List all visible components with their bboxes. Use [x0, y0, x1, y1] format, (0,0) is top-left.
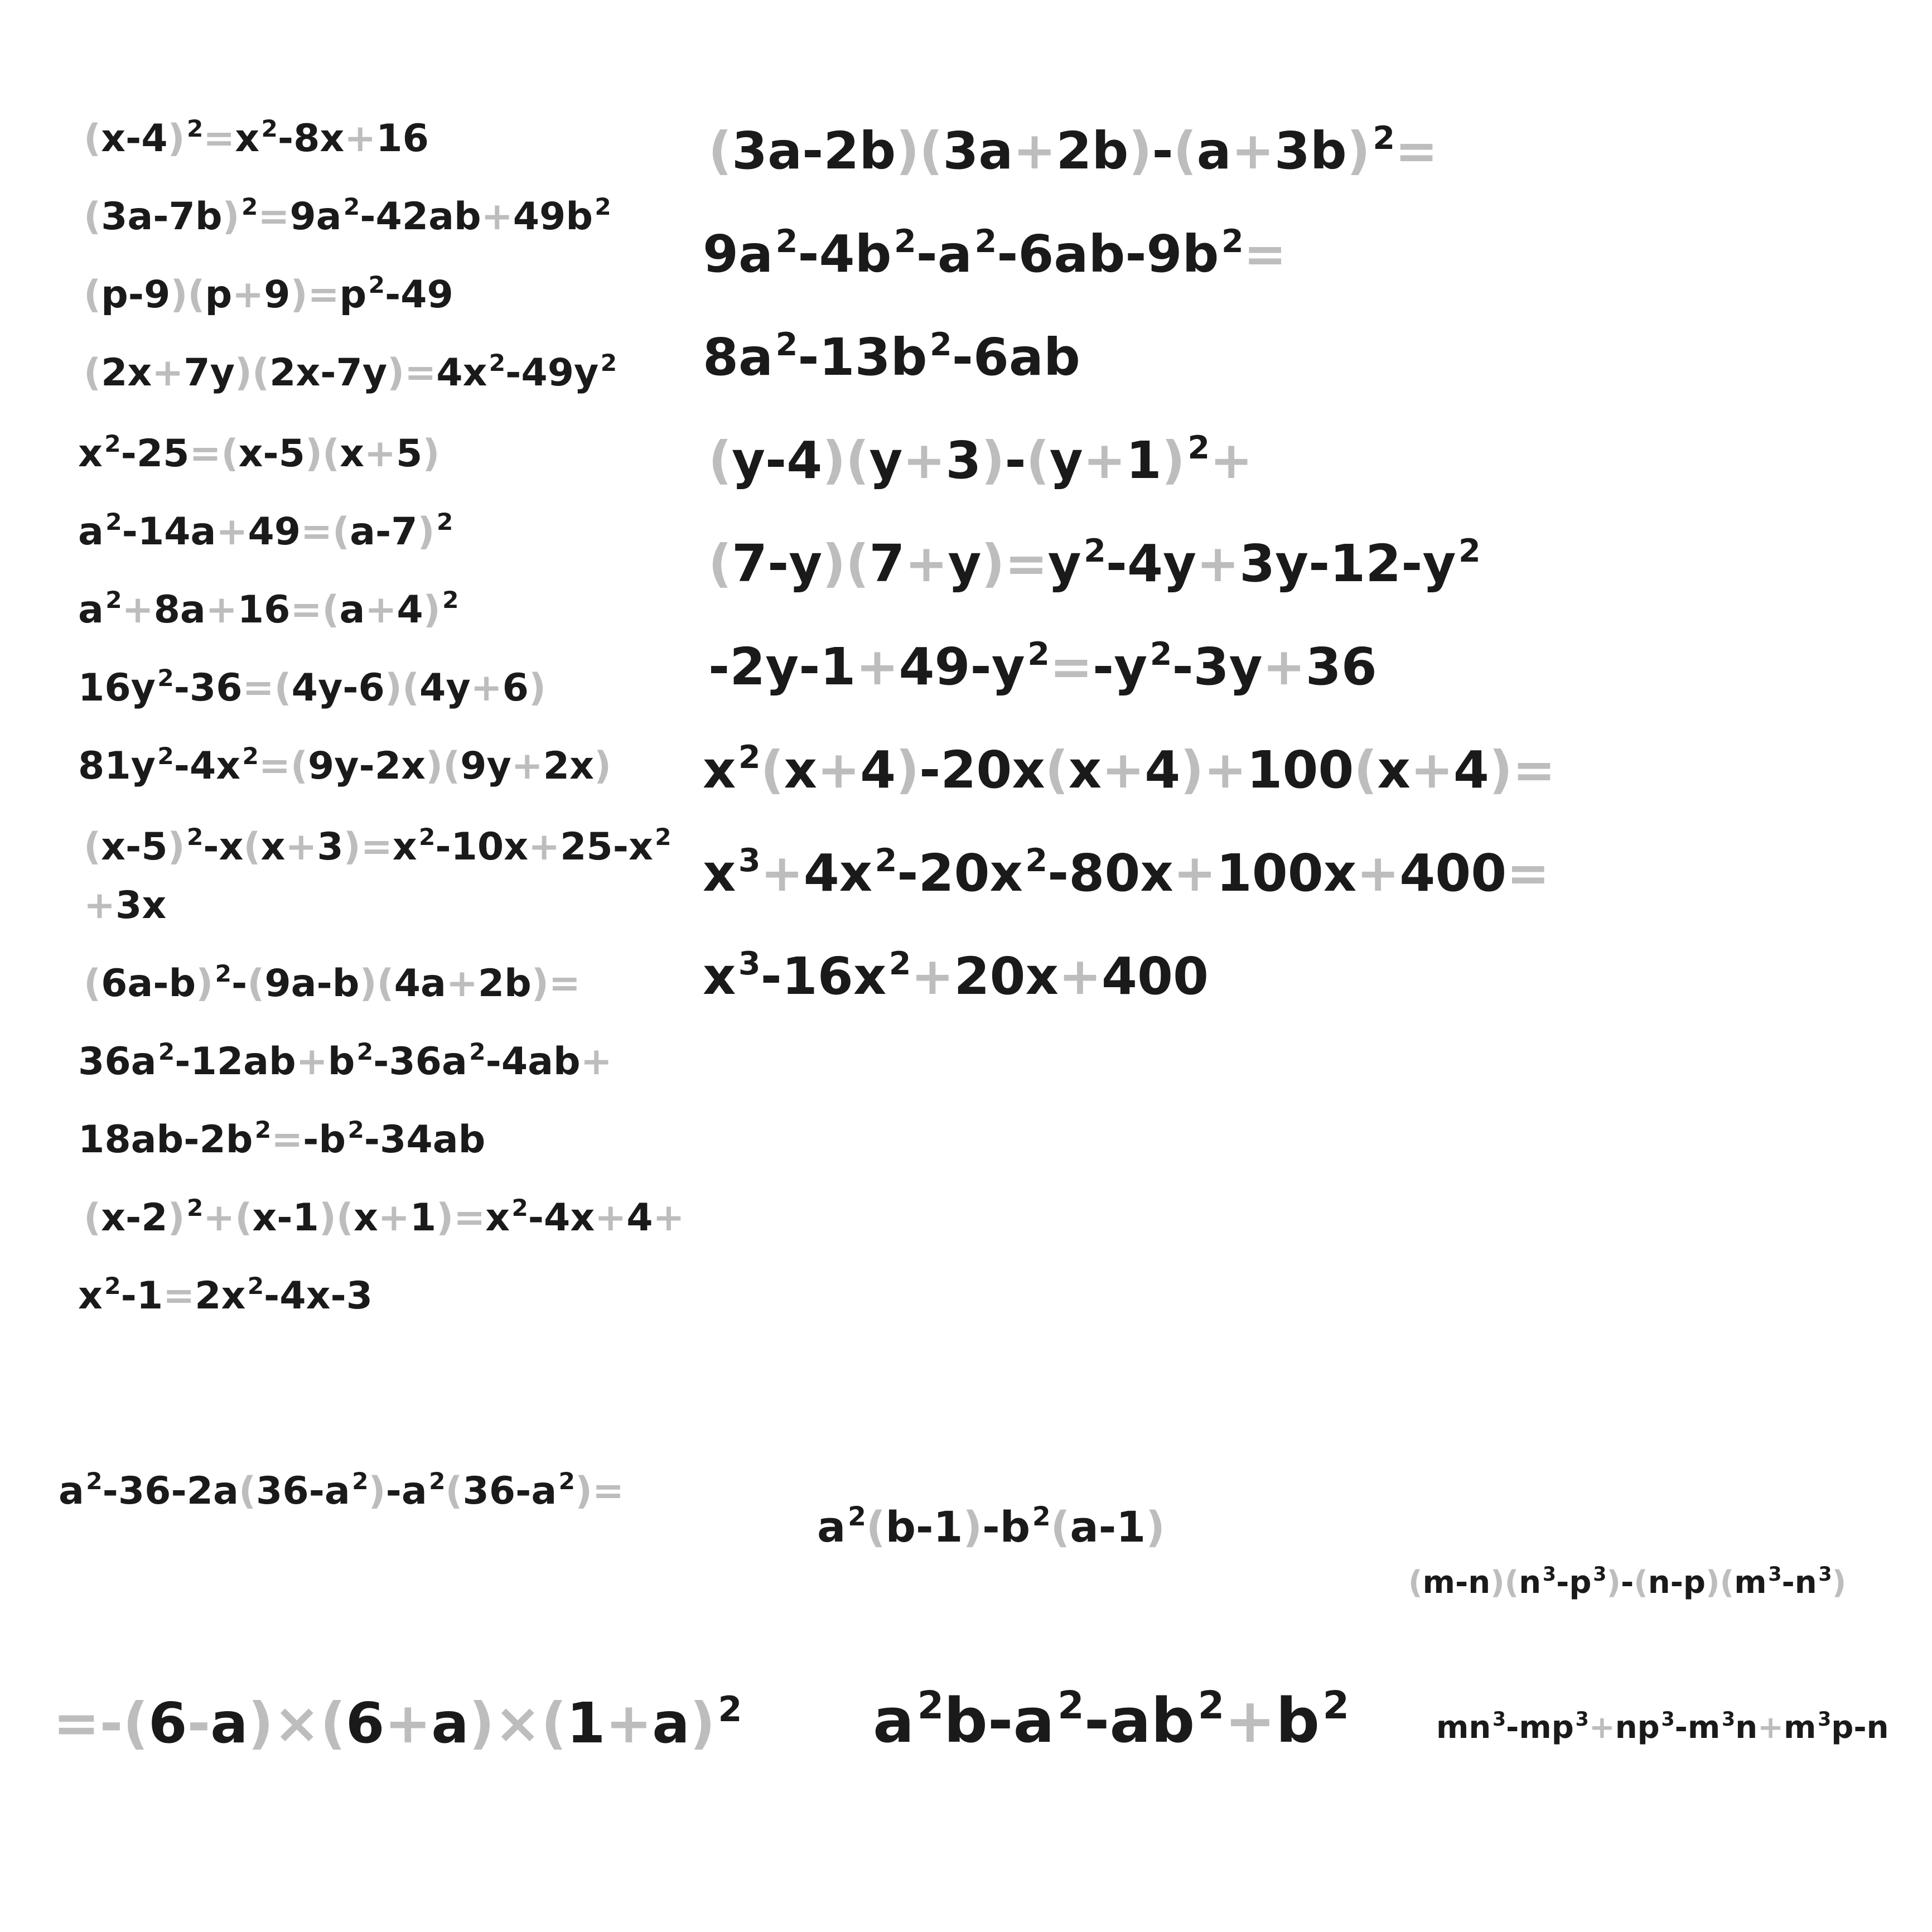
equation-line: $(x-2)^2+(x-1)(x+1)=x^2-4x+4+$ [84, 1194, 685, 1240]
expression-a: $a^2-36-2a(36-a^2)-a^2(36-a^2)=$ [59, 1467, 625, 1513]
result-b: $a^2b-a^2-ab^2+b^2$ [873, 1683, 1350, 1756]
equation-line: $(6a-b)^2-(9a-b)(4a+2b)=$ [84, 959, 581, 1006]
equation-line: $(3a-7b)^2=9a^2-42ab+49b^2$ [84, 192, 611, 239]
crop-mask [666, 1450, 711, 1528]
expression-c: $(m-n)(n^3-p^3)-(n-p)(m^3-n^3)$ [1408, 1563, 1847, 1601]
equation-line: $16y^2-36=(4y-6)(4y+6)$ [78, 664, 547, 710]
equation-line: $(x-4)^2=x^2-8x+16$ [84, 114, 429, 161]
equation-line: $9a^2-4b^2-a^2-6ab-9b^2=$ [703, 223, 1287, 284]
equation-line: +3x [84, 883, 167, 928]
expression-b: $a^2(b-1)-b^2(a-1)$ [817, 1501, 1165, 1552]
equation-line: $x^3+4x^2-20x^2-80x+100x+400=$ [703, 842, 1550, 903]
equation-line: $8a^2-13b^2-6ab$ [703, 326, 1080, 387]
result-c: $mn^3-mp^3+np^3-m^3n+m^3p-n$ [1436, 1708, 1889, 1746]
equation-line: $(7-y)(7+y)=y^2-4y+3y-12-y^2$ [708, 532, 1481, 593]
equation-line: $a^2-14a+49=(a-7)^2$ [78, 508, 453, 554]
equation-line: $36a^2-12ab+b^2-36a^2-4ab+$ [78, 1037, 612, 1084]
equation-line: $x^2(x+4)-20x(x+4)+100(x+4)=$ [703, 738, 1556, 800]
equation-line: $18ab-2b^2=-b^2-34ab$ [78, 1115, 486, 1162]
equation-line: $(3a-2b)(3a+2b)-(a+3b)^2=$ [708, 119, 1438, 181]
result-a: $=-(6-a)\times(6+a)\times(1+a)^2$ [53, 1688, 742, 1756]
equation-line: $(x-5)^2-x(x+3)=x^2-10x+25-x^2$ [84, 823, 672, 869]
equation-line: $x^2-1=2x^2-4x-3$ [78, 1272, 373, 1318]
equation-line: $(y-4)(y+3)-(y+1)^2+$ [708, 429, 1253, 490]
equation-line: $x^2-25=(x-5)(x+5)$ [78, 429, 440, 476]
equation-line: $81y^2-4x^2=(9y-2x)(9y+2x)$ [78, 742, 612, 788]
equation-line: $a^2+8a+16=(a+4)^2$ [78, 586, 459, 632]
equation-line: $x^3-16x^2+20x+400$ [703, 945, 1209, 1006]
equation-line: $(p-9)(p+9)=p^2-49$ [84, 271, 453, 317]
equation-line: $(2x+7y)(2x-7y)=4x^2-49y^2$ [84, 349, 617, 395]
equation-line: $-2y-1+49-y^2=-y^2-3y+36$ [708, 635, 1377, 697]
